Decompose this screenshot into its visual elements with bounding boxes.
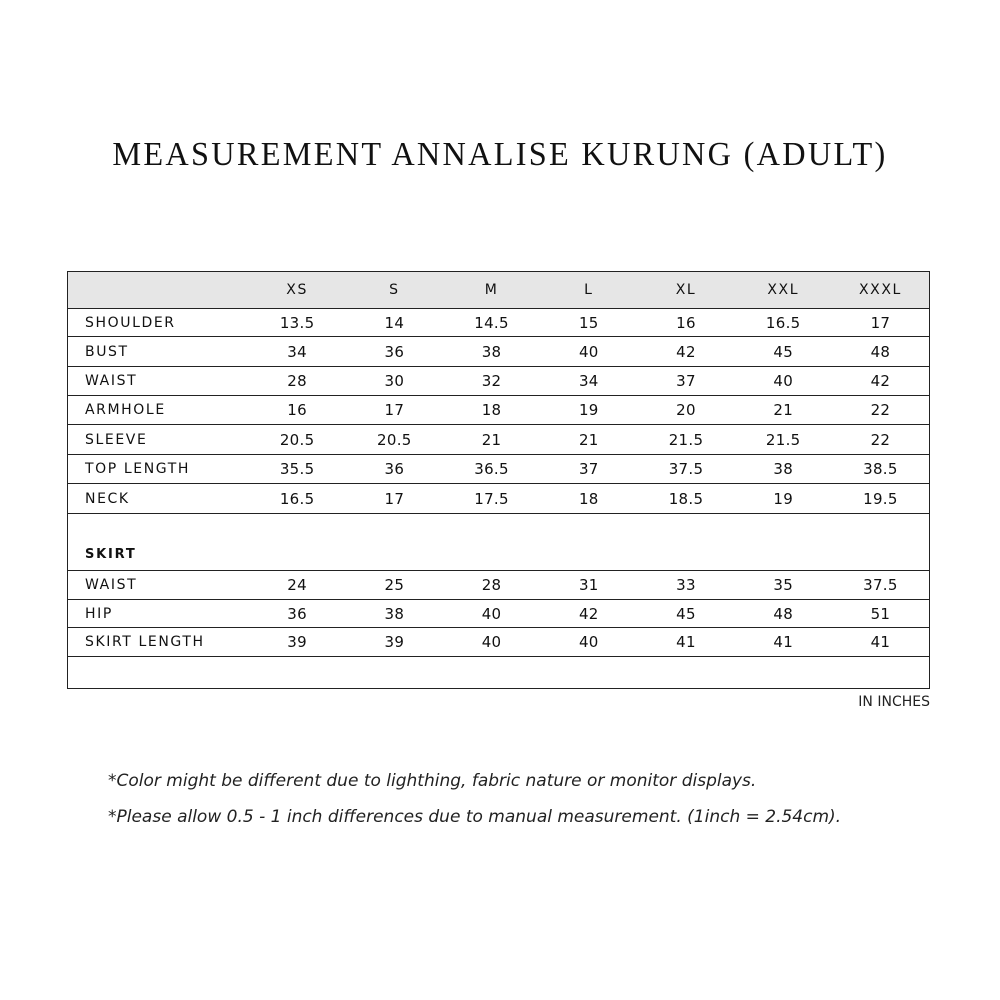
table-cell: 37	[578, 460, 599, 478]
table-cell: 41	[676, 633, 696, 651]
table-row	[68, 337, 929, 367]
table-cell: 17.5	[474, 489, 509, 508]
table-cell: 41	[773, 633, 794, 651]
row-label: SHOULDER	[85, 314, 176, 331]
table-cell: 40	[773, 372, 794, 390]
row-label: SLEEVE	[85, 431, 148, 448]
table-cell: 42	[578, 604, 599, 623]
table-cell: 40	[481, 633, 502, 651]
row-label: HIP	[85, 605, 113, 622]
table-cell: 36	[384, 342, 405, 361]
table-cell: 16	[287, 401, 307, 419]
table-cell: 20.5	[279, 430, 315, 449]
skirt-section-title: SKIRT	[85, 547, 137, 562]
row-label: TOP LENGTH	[85, 461, 191, 477]
table-cell: 17	[870, 313, 891, 332]
table-cell: 42	[676, 342, 696, 361]
table-cell: 48	[773, 604, 794, 623]
table-row	[68, 396, 929, 425]
table-cell: 33	[676, 576, 696, 594]
table-cell: 18	[481, 401, 502, 419]
table-cell: 21.5	[765, 430, 801, 449]
note-measurement: *Please allow 0.5 - 1 inch differences due to manual measurement. (1inch = 2.54cm).	[108, 807, 842, 827]
row-label: BUST	[85, 343, 129, 360]
table-cell: 16	[676, 313, 696, 332]
table-cell: 45	[773, 342, 794, 361]
table-cell: 36	[287, 604, 307, 623]
table-cell: 15	[578, 313, 599, 332]
table-row	[68, 425, 929, 455]
table-cell: 21	[773, 401, 794, 419]
row-label: NECK	[85, 490, 130, 507]
header-size-xl: XL	[675, 282, 697, 298]
table-cell: 30	[384, 372, 405, 390]
header-size-l: L	[584, 282, 594, 298]
table-cell: 34	[287, 342, 307, 361]
table-cell: 31	[578, 576, 599, 594]
table-cell: 38.5	[863, 460, 898, 478]
skirt-section-header	[68, 514, 929, 571]
note-color: *Color might be different due to lighthing, fabric nature or monitor displays.	[108, 771, 757, 791]
table-row	[68, 455, 929, 484]
table-cell: 18	[578, 489, 599, 508]
table-cell: 36	[384, 460, 405, 478]
table-cell: 38	[773, 460, 794, 478]
table-cell: 22	[870, 401, 891, 419]
table-row	[68, 484, 929, 514]
table-header-row	[68, 272, 929, 309]
table-cell: 34	[578, 372, 599, 390]
header-size-xxxl: XXXL	[858, 282, 902, 298]
table-cell: 16.5	[279, 489, 315, 508]
table-row	[68, 309, 929, 337]
table-cell: 17	[384, 489, 405, 508]
header-size-s: S	[389, 282, 400, 298]
table-row	[68, 571, 929, 600]
table-cell: 38	[384, 604, 405, 623]
table-cell: 32	[481, 372, 502, 390]
table-row	[68, 367, 929, 396]
table-cell: 19	[773, 489, 794, 508]
table-row	[68, 600, 929, 628]
row-label: WAIST	[85, 577, 138, 593]
table-cell: 40	[481, 604, 502, 623]
table-cell: 21.5	[668, 430, 704, 449]
table-cell: 42	[870, 372, 891, 390]
table-cell: 16.5	[765, 313, 801, 332]
table-cell: 22	[870, 430, 891, 449]
table-cell: 35.5	[279, 460, 315, 478]
table-cell: 24	[287, 576, 307, 594]
table-cell: 37	[676, 372, 696, 390]
table-blank-row	[68, 657, 929, 688]
table-cell: 39	[287, 633, 307, 651]
table-cell: 14.5	[474, 313, 509, 332]
table-cell: 17	[384, 401, 405, 419]
table-cell: 38	[481, 342, 502, 361]
table-cell: 48	[870, 342, 891, 361]
header-size-xxl: XXL	[767, 282, 800, 298]
table-cell: 20.5	[377, 430, 412, 449]
size-chart-table	[67, 271, 930, 689]
table-cell: 14	[384, 313, 405, 332]
header-size-xs: XS	[286, 282, 308, 298]
table-cell: 37.5	[863, 576, 898, 594]
table-cell: 36.5	[474, 460, 509, 478]
table-cell: 41	[870, 633, 891, 651]
table-cell: 18.5	[668, 489, 704, 508]
page-title: MEASUREMENT ANNALISE KURUNG (ADULT)	[112, 136, 888, 173]
table-cell: 39	[384, 633, 405, 651]
table-cell: 40	[578, 342, 599, 361]
row-label: WAIST	[85, 373, 138, 389]
unit-label: IN INCHES	[858, 694, 930, 710]
table-cell: 25	[384, 576, 405, 594]
table-cell: 40	[578, 633, 599, 651]
table-cell: 21	[481, 430, 502, 449]
table-cell: 21	[578, 430, 599, 449]
table-cell: 19	[578, 401, 599, 419]
table-cell: 13.5	[279, 313, 315, 332]
table-cell: 37.5	[668, 460, 704, 478]
row-label: SKIRT LENGTH	[85, 634, 205, 650]
table-cell: 35	[773, 576, 794, 594]
row-label: ARMHOLE	[85, 402, 166, 418]
table-cell: 45	[676, 604, 696, 623]
table-cell: 28	[481, 576, 502, 594]
header-size-m: M	[484, 282, 499, 298]
table-cell: 51	[870, 604, 891, 623]
table-cell: 28	[287, 372, 307, 390]
table-cell: 20	[676, 401, 696, 419]
table-row	[68, 628, 929, 657]
table-cell: 19.5	[863, 489, 898, 508]
